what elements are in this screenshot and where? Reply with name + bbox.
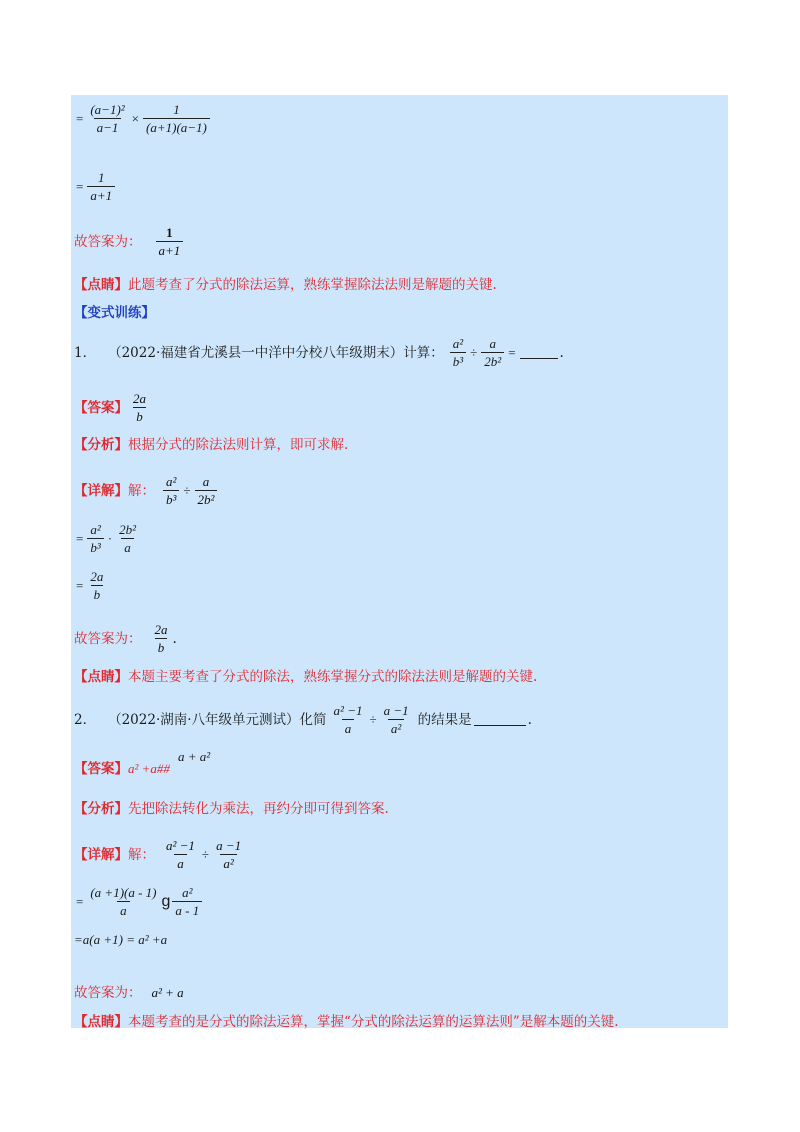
comment-tag: 【点睛】	[74, 669, 128, 685]
q2-answer	[74, 760, 170, 778]
detail-tag: 【详解】	[74, 482, 128, 499]
numerator: a²	[452, 336, 464, 351]
question-number: 2．	[74, 711, 97, 728]
numerator: a²	[90, 522, 101, 537]
ex1-step2	[74, 170, 117, 203]
numerator: 1	[173, 102, 180, 117]
fraction	[116, 522, 139, 555]
denominator: 2b²	[481, 352, 504, 369]
comment-tag: 【点睛】	[74, 1014, 128, 1030]
q2-step1	[74, 885, 204, 918]
numerator: a	[489, 336, 496, 351]
answer-tag: 【答案】	[74, 761, 128, 777]
detail-prefix: 解：	[128, 846, 155, 863]
ex1-comment	[74, 276, 497, 294]
q1-step2	[74, 569, 108, 602]
analysis-tag: 【分析】	[74, 801, 128, 817]
fraction	[87, 569, 106, 602]
q2-analysis	[74, 800, 389, 818]
fraction	[156, 225, 184, 258]
comment-text: 本题考查的是分式的除法运算，掌握“分式的除法运算的运算法则”是解本题的关键.	[128, 1014, 619, 1030]
final-label: 故答案为：	[74, 985, 142, 1001]
final-label: 故答案为：	[74, 630, 142, 647]
q2-step2: =a(a +1) = a² +a	[74, 932, 168, 947]
analysis-text: 先把除法转化为乘法，再约分即可得到答案.	[128, 801, 389, 817]
denominator: b	[91, 585, 104, 602]
answer-blank	[520, 346, 558, 359]
denominator: b³	[163, 490, 179, 507]
denominator: (a+1)(a−1)	[143, 118, 210, 135]
fraction	[87, 885, 159, 918]
denominator: a−1	[94, 118, 122, 135]
denominator: b³	[450, 352, 466, 369]
equals-sign: =	[76, 178, 84, 194]
section-title: 【变式训练】	[74, 305, 155, 321]
equals-sign: =	[76, 893, 84, 909]
answer-label: 故答案为：	[74, 233, 142, 250]
equals-sign: =	[76, 577, 84, 593]
detail-tag: 【详解】	[74, 846, 128, 863]
numerator: 1	[97, 170, 105, 185]
ex1-step1	[74, 102, 212, 135]
denominator: a	[117, 901, 130, 918]
period: .	[172, 630, 177, 647]
divide-sign: ÷	[470, 344, 478, 360]
divide-sign: ÷	[369, 711, 377, 727]
analysis-text: 根据分式的除法法则计算，即可求解.	[128, 437, 349, 453]
period: .	[559, 344, 564, 361]
fraction	[331, 703, 366, 736]
equals-sign: =	[76, 110, 84, 126]
answer-value: a² +a##	[128, 761, 170, 776]
comment-tag: 【点睛】	[74, 277, 128, 293]
fraction	[381, 703, 412, 736]
numerator: a²	[166, 474, 177, 489]
denominator: a²	[220, 854, 236, 871]
g-glyph: g	[161, 892, 171, 910]
q2-question	[74, 703, 532, 736]
fraction	[87, 522, 103, 555]
final-expr: a² + a	[151, 985, 184, 1000]
fraction	[87, 102, 127, 135]
analysis-tag: 【分析】	[74, 437, 128, 453]
q1-final	[74, 622, 177, 655]
fraction	[163, 474, 179, 507]
detail-prefix: 解：	[128, 482, 155, 499]
question-source: （2022·湖南·八年级单元测试）化简	[108, 711, 327, 728]
dot-sign: ·	[107, 530, 113, 546]
denominator: a	[121, 538, 134, 555]
denominator: b³	[87, 538, 103, 555]
denominator: a	[174, 854, 187, 871]
denominator: a+1	[156, 241, 184, 258]
fraction	[213, 838, 244, 871]
fraction	[87, 170, 115, 203]
numerator: 2a	[133, 391, 146, 406]
period: .	[527, 711, 532, 728]
comment-text: 本题主要考查了分式的除法，熟练掌握分式的除法法则是解题的关键.	[128, 669, 538, 685]
numerator: a −1	[383, 703, 409, 718]
q1-step1	[74, 522, 141, 555]
numerator: a	[202, 474, 210, 489]
denominator: a - 1	[172, 901, 202, 918]
fraction	[481, 336, 504, 369]
fraction	[450, 336, 466, 369]
denominator: b	[155, 638, 168, 655]
numerator: 1	[166, 225, 173, 240]
times-sign: ×	[131, 110, 140, 126]
q2-answer-overlay: a + a²	[178, 749, 211, 764]
numerator: a² −1	[166, 838, 195, 853]
equals-sign: =	[508, 344, 516, 360]
question-number: 1．	[74, 344, 97, 361]
numerator: a −1	[216, 838, 242, 853]
denominator: b	[133, 407, 146, 424]
denominator: a	[342, 719, 355, 736]
answer-blank	[474, 713, 526, 726]
numerator: a²	[182, 885, 193, 900]
q1-question	[74, 336, 564, 369]
divide-sign: ÷	[183, 482, 191, 498]
numerator: 2a	[90, 569, 104, 584]
fraction	[143, 102, 210, 135]
numerator: 2a	[154, 622, 168, 637]
ex1-answer	[74, 225, 185, 258]
q2-final	[74, 984, 184, 1002]
equals-sign: =	[76, 530, 84, 546]
q1-comment	[74, 668, 537, 686]
numerator: (a +1)(a - 1)	[90, 885, 157, 900]
q1-analysis	[74, 436, 348, 454]
fraction	[195, 474, 218, 507]
answer-tag: 【答案】	[74, 399, 128, 416]
fraction	[163, 838, 198, 871]
comment-text: 此题考查了分式的除法运算，熟练掌握除法法则是解题的关键.	[128, 277, 497, 293]
numerator: 2b²	[119, 522, 136, 537]
denominator: a+1	[87, 186, 115, 203]
q1-detail	[74, 474, 219, 507]
denominator: a²	[388, 719, 404, 736]
result-text: 的结果是	[417, 711, 472, 728]
fraction	[172, 885, 202, 918]
numerator: a² −1	[333, 703, 363, 718]
fraction	[152, 622, 171, 655]
fraction	[130, 391, 149, 424]
question-source: （2022·福建省尤溪县一中洋中分校八年级期末）计算：	[108, 344, 444, 361]
q2-comment	[74, 1013, 619, 1031]
denominator: 2b²	[195, 490, 218, 507]
q2-detail	[74, 838, 246, 871]
numerator: (a−1)²	[90, 102, 125, 117]
divide-sign: ÷	[201, 846, 210, 862]
q1-answer	[74, 391, 151, 424]
